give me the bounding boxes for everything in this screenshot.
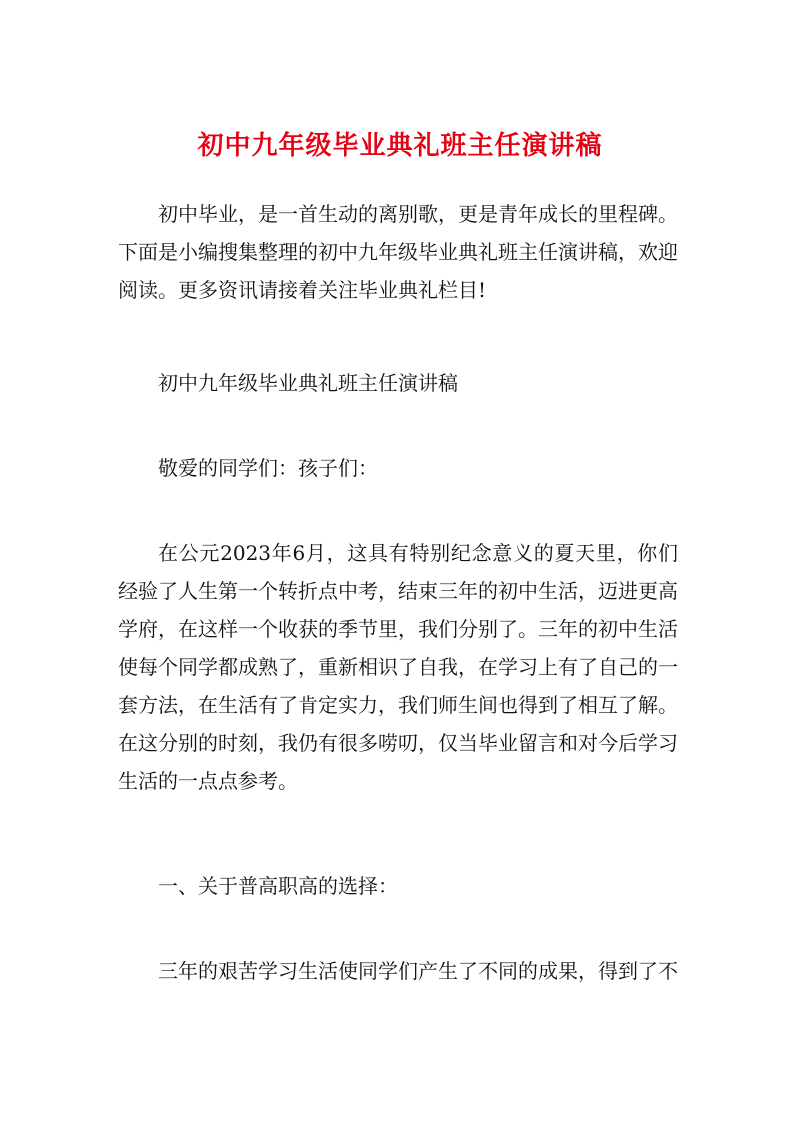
intro-paragraph: 初中毕业，是一首生动的离别歌，更是青年成长的里程碑。下面是小编搜集整理的初中九年级毕业典礼班主任演讲稿，欢迎阅读。更多资讯请接着关注毕业典礼栏目!	[118, 202, 678, 302]
subtitle-paragraph-block	[118, 364, 678, 402]
greeting-paragraph-block	[118, 449, 678, 487]
subtitle-paragraph: 初中九年级毕业典礼班主任演讲稿	[158, 371, 458, 395]
document-title: 初中九年级毕业典礼班主任演讲稿	[197, 131, 603, 161]
main-paragraph-block	[118, 534, 678, 800]
section-heading: 一、关于普高职高的选择：	[158, 874, 398, 898]
greeting-paragraph: 敬爱的同学们：孩子们：	[158, 456, 378, 480]
last-paragraph: 三年的艰苦学习生活使同学们产生了不同的成果，得到了不	[158, 959, 678, 983]
section-heading-block	[118, 867, 678, 905]
last-paragraph-block	[118, 952, 678, 990]
intro-paragraph-block	[118, 195, 678, 309]
main-paragraph: 在公元2023年6月，这具有特别纪念意义的夏天里，你们经验了人生第一个转折点中考，结束三年的初中生活，迈进更高学府，在这样一个收获的季节里，我们分别了。三年的初中生活使每个同学都成熟了，重新相识了自我，在学习上有了自己的一套方法，在生活有了肯定实力，我们师生间也得到了相互了解。在这分别的时刻，我仍有很多唠叨，仅当毕业留言和对今后学习生活的一点点参考。	[118, 541, 678, 793]
